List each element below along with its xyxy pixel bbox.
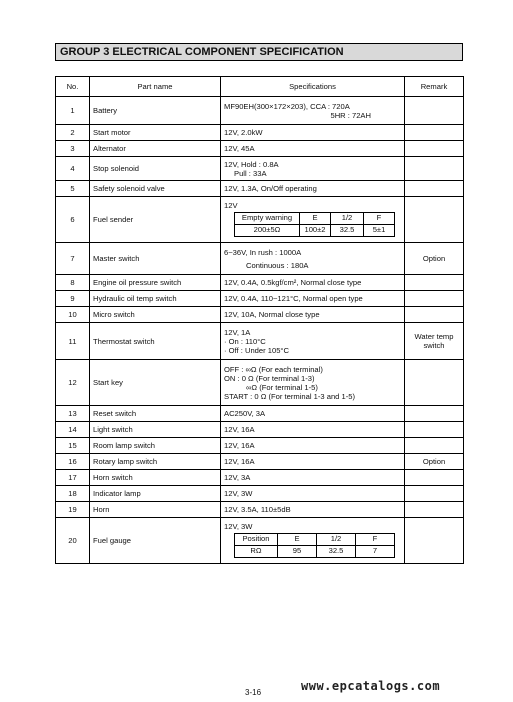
inner-cell: 95 bbox=[278, 545, 317, 557]
table-row bbox=[56, 157, 464, 181]
row-no: 4 bbox=[56, 157, 90, 181]
inner-cell: 32.5 bbox=[331, 224, 364, 236]
row-spec bbox=[221, 518, 405, 564]
row-remark bbox=[405, 197, 464, 243]
spec-line: · Off : Under 105°C bbox=[224, 345, 289, 355]
table-row bbox=[56, 197, 464, 243]
spec-line: OFF : ∞Ω (For each terminal) bbox=[224, 364, 323, 374]
spec-line: · On : 110°C bbox=[224, 336, 266, 346]
row-remark bbox=[405, 157, 464, 181]
spec-line: 12V, 3W bbox=[224, 521, 253, 531]
row-spec bbox=[221, 323, 405, 360]
row-part-name: Horn bbox=[90, 502, 221, 518]
table-row bbox=[56, 125, 464, 141]
table-row bbox=[56, 406, 464, 422]
row-no: 9 bbox=[56, 291, 90, 307]
table-row bbox=[56, 422, 464, 438]
row-spec bbox=[221, 360, 405, 406]
row-no: 3 bbox=[56, 141, 90, 157]
table-row bbox=[56, 275, 464, 291]
inner-cell: E bbox=[300, 212, 331, 224]
table-header-row bbox=[56, 77, 464, 97]
row-part-name: Hydraulic oil temp switch bbox=[90, 291, 221, 307]
row-spec: 12V, 3.5A, 110±5dB bbox=[221, 502, 405, 518]
row-no: 11 bbox=[56, 323, 90, 360]
row-part-name: Reset switch bbox=[90, 406, 221, 422]
row-no: 15 bbox=[56, 438, 90, 454]
row-part-name: Master switch bbox=[90, 243, 221, 275]
table-row bbox=[56, 141, 464, 157]
row-no: 5 bbox=[56, 181, 90, 197]
header-remark: Remark bbox=[405, 77, 464, 97]
inner-cell: F bbox=[364, 212, 395, 224]
row-remark: Water temp switch bbox=[405, 323, 464, 360]
row-spec: 12V, 10A, Normal close type bbox=[221, 307, 405, 323]
spec-line: 12V, Hold : 0.8A bbox=[224, 159, 279, 169]
row-remark: Option bbox=[405, 454, 464, 470]
row-no: 19 bbox=[56, 502, 90, 518]
inner-cell: 100±2 bbox=[300, 224, 331, 236]
inner-cell: RΩ bbox=[235, 545, 278, 557]
row-part-name: Rotary lamp switch bbox=[90, 454, 221, 470]
row-remark bbox=[405, 422, 464, 438]
table-row bbox=[56, 502, 464, 518]
row-part-name: Thermostat switch bbox=[90, 323, 221, 360]
row-remark: Option bbox=[405, 243, 464, 275]
table-row bbox=[56, 181, 464, 197]
spec-line: 6~36V, In rush : 1000A bbox=[224, 247, 302, 257]
row-spec bbox=[221, 243, 405, 275]
row-no: 17 bbox=[56, 470, 90, 486]
row-spec: 12V, 16A bbox=[221, 422, 405, 438]
inner-cell: 7 bbox=[356, 545, 395, 557]
row-part-name: Indicator lamp bbox=[90, 486, 221, 502]
row-spec: AC250V, 3A bbox=[221, 406, 405, 422]
row-spec: 12V, 16A bbox=[221, 438, 405, 454]
header-part-name: Part name bbox=[90, 77, 221, 97]
spec-table bbox=[55, 76, 464, 564]
table-row bbox=[56, 97, 464, 125]
row-no: 2 bbox=[56, 125, 90, 141]
row-part-name: Alternator bbox=[90, 141, 221, 157]
table-row bbox=[56, 454, 464, 470]
table-row bbox=[56, 438, 464, 454]
row-part-name: Start key bbox=[90, 360, 221, 406]
watermark-text: www.epcatalogs.com bbox=[301, 679, 441, 693]
spec-line: Continuous : 180A bbox=[246, 260, 309, 270]
row-remark bbox=[405, 518, 464, 564]
row-no: 12 bbox=[56, 360, 90, 406]
row-no: 13 bbox=[56, 406, 90, 422]
row-no: 7 bbox=[56, 243, 90, 275]
row-no: 14 bbox=[56, 422, 90, 438]
table-row bbox=[56, 243, 464, 275]
row-part-name: Stop solenoid bbox=[90, 157, 221, 181]
inner-cell: 32.5 bbox=[317, 545, 356, 557]
inner-cell: Empty warning bbox=[235, 212, 300, 224]
inner-cell: E bbox=[278, 533, 317, 545]
inner-cell: 5±1 bbox=[364, 224, 395, 236]
row-spec: 12V, 45A bbox=[221, 141, 405, 157]
page-number: 3-16 bbox=[245, 688, 262, 697]
table-row bbox=[56, 323, 464, 360]
row-spec: 12V, 3W bbox=[221, 486, 405, 502]
row-remark bbox=[405, 438, 464, 454]
row-remark bbox=[405, 406, 464, 422]
inner-cell: 1/2 bbox=[317, 533, 356, 545]
spec-line: MF90EH(300×172×203), CCA : 720A bbox=[224, 101, 350, 111]
row-no: 20 bbox=[56, 518, 90, 564]
row-spec: 12V, 16A bbox=[221, 454, 405, 470]
row-remark bbox=[405, 97, 464, 125]
table-row bbox=[56, 291, 464, 307]
row-part-name: Engine oil pressure switch bbox=[90, 275, 221, 291]
header-no: No. bbox=[56, 77, 90, 97]
row-part-name: Battery bbox=[90, 97, 221, 125]
row-spec: 12V, 2.0kW bbox=[221, 125, 405, 141]
row-no: 10 bbox=[56, 307, 90, 323]
table-row bbox=[56, 360, 464, 406]
row-no: 16 bbox=[56, 454, 90, 470]
row-spec: 12V, 0.4A, 110~121°C, Normal open type bbox=[221, 291, 405, 307]
row-remark bbox=[405, 141, 464, 157]
row-no: 1 bbox=[56, 97, 90, 125]
table-row bbox=[56, 470, 464, 486]
inner-cell: F bbox=[356, 533, 395, 545]
inner-cell: Position bbox=[235, 533, 278, 545]
row-part-name: Safety solenoid valve bbox=[90, 181, 221, 197]
row-no: 8 bbox=[56, 275, 90, 291]
table-row bbox=[56, 486, 464, 502]
row-spec: 12V, 1.3A, On/Off operating bbox=[221, 181, 405, 197]
row-part-name: Start motor bbox=[90, 125, 221, 141]
row-spec bbox=[221, 97, 405, 125]
fuel-gauge-resistance-table bbox=[234, 533, 395, 558]
row-remark bbox=[405, 275, 464, 291]
fuel-sender-resistance-table bbox=[234, 212, 395, 237]
row-no: 6 bbox=[56, 197, 90, 243]
spec-line: 12V bbox=[224, 200, 238, 210]
row-remark bbox=[405, 360, 464, 406]
row-part-name: Light switch bbox=[90, 422, 221, 438]
row-remark bbox=[405, 502, 464, 518]
row-spec bbox=[221, 157, 405, 181]
spec-line: 5HR : 72AH bbox=[330, 110, 371, 120]
row-remark bbox=[405, 470, 464, 486]
spec-line: Pull : 33A bbox=[234, 168, 267, 178]
row-part-name: Fuel gauge bbox=[90, 518, 221, 564]
row-part-name: Room lamp switch bbox=[90, 438, 221, 454]
row-remark bbox=[405, 307, 464, 323]
inner-cell: 1/2 bbox=[331, 212, 364, 224]
spec-line: ∞Ω (For terminal 1-5) bbox=[246, 382, 318, 392]
inner-cell: 200±5Ω bbox=[235, 224, 300, 236]
header-specifications: Specifications bbox=[221, 77, 405, 97]
row-part-name: Micro switch bbox=[90, 307, 221, 323]
row-spec bbox=[221, 197, 405, 243]
row-no: 18 bbox=[56, 486, 90, 502]
row-remark bbox=[405, 181, 464, 197]
table-row bbox=[56, 518, 464, 564]
row-spec: 12V, 3A bbox=[221, 470, 405, 486]
section-title: GROUP 3 ELECTRICAL COMPONENT SPECIFICATION bbox=[55, 43, 463, 61]
row-remark bbox=[405, 486, 464, 502]
spec-line: 12V, 1A bbox=[224, 327, 251, 337]
spec-line: START : 0 Ω (For terminal 1-3 and 1-5) bbox=[224, 391, 356, 401]
table-row bbox=[56, 307, 464, 323]
row-spec: 12V, 0.4A, 0.5kgf/cm², Normal close type bbox=[221, 275, 405, 291]
row-part-name: Fuel sender bbox=[90, 197, 221, 243]
row-remark bbox=[405, 291, 464, 307]
row-part-name: Horn switch bbox=[90, 470, 221, 486]
row-remark bbox=[405, 125, 464, 141]
spec-line: ON : 0 Ω (For terminal 1-3) bbox=[224, 373, 315, 383]
